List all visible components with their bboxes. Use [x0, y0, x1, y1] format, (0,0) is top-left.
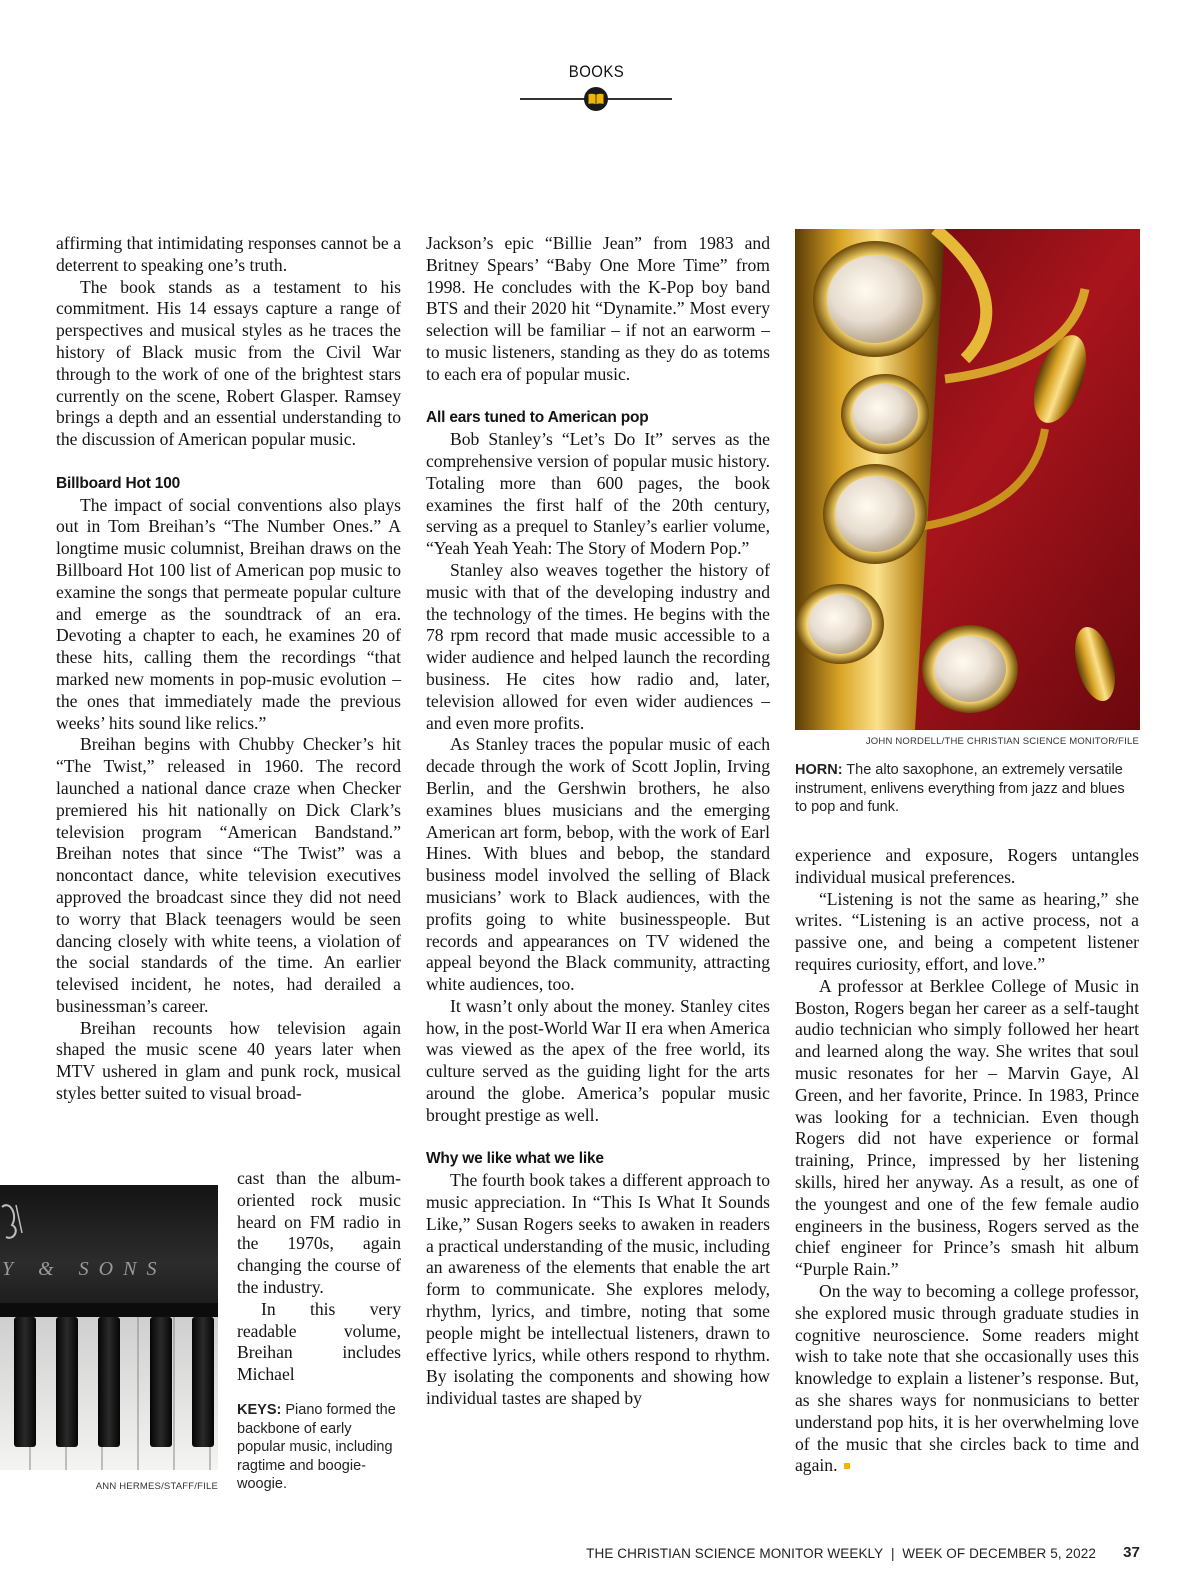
photo-caption: [795, 761, 1139, 817]
page-number: 37: [1123, 1544, 1140, 1561]
saxophone-photo: [795, 229, 1140, 730]
end-mark-icon: [844, 1463, 850, 1469]
paragraph: Stanley also weaves together the history of music with that of the developing industry and the technology of the times. He begins with the 78 rpm record that made music accessible to a wider audience and helped launch the recording business. He cites how radio and, later, television allowed for even wider audiences – and even more profits.: [426, 559, 770, 733]
section-header: [520, 62, 672, 82]
caption-label: HORN:: [795, 762, 843, 778]
photo-credit: ANN HERMES/STAFF/FILE: [95, 1481, 218, 1492]
paragraph: “Listening is not the same as hearing,” she writes. “Listening is an active process, not a passive one, and being a competent listener requires curiosity, effort, and love.”: [795, 888, 1139, 974]
paragraph: It wasn’t only about the money. Stanley cites how, in the post-World War II era when America was viewed as the apex of the free world, its culture served as the guiding light for the arts around the globe. America’s popular music brought prestige as well.: [426, 995, 770, 1125]
paragraph: In this very readable volume, Breihan includes Michael: [237, 1298, 401, 1385]
article-column-right: [795, 845, 1139, 1477]
paragraph: As Stanley traces the popular music of each decade through the work of Scott Joplin, Irving Berlin, and the Gershwin brothers, he also examines blues musicians and the emerging American art form, bebop, with the work of Earl Hines. With blues and bebop, the standard business model involved the selling of Black musicians’ work to Black audiences, with the profits going to white businesspeople. But records and appearances on TV widened the appeal beyond the Black community, attracting white audiences, too.: [426, 734, 770, 995]
paragraph-text: On the way to becoming a college professor, she explored music through graduate studies in cognitive neuroscience. Some readers might wish to take note that she occasionally uses this knowledge to explain a listener’s response. But, as she shares ways for nonmusicians to better understand pop hits, it is her overwhelming love of the music that she circles back to time and again.: [795, 1280, 1139, 1476]
footer-separator: |: [890, 1546, 895, 1561]
article-column-left-wrap: [237, 1168, 401, 1386]
paragraph: Breihan recounts how television again shaped the music scene 40 years later when MTV ushered in glam and punk rock, musical styles better suited to visual broad-: [56, 1017, 401, 1104]
paragraph: cast than the album-oriented rock music heard on FM radio in the 1970s, again changing the course of the industry.: [237, 1168, 401, 1297]
publication-name: THE CHRISTIAN SCIENCE MONITOR WEEKLY: [586, 1546, 884, 1561]
subheading-american-pop: All ears tuned to American pop: [426, 409, 649, 427]
caption-text: Piano formed the backbone of early popular music, including ragtime and boogie-woogie.: [237, 1402, 396, 1492]
paragraph: affirming that intimidating responses cannot be a deterrent to speaking one’s truth.: [56, 233, 401, 275]
paragraph: Jackson’s epic “Billie Jean” from 1983 and Britney Spears’ “Baby One More Time” from 1998. He concludes with the K-Pop boy band BTS and their 2020 hit “Dynamite.” Most every selection will be familiar – if not an earworm – to music listeners, standing as they do as totems to each era of popular music.: [426, 233, 770, 384]
paragraph: A professor at Berklee College of Music in Boston, Rogers began her career as a self-taught audio technician who simply followed her heart and learned along the way. She writes that soul music resonates for her – Marvin Gaye, Al Green, and her favorite, Prince. In 1983, Prince was looking for a technician. Even though Rogers did not have experience or formal training, Prince, impressed by her listening skills, hired her anyway. As a result, as one of the youngest and one of the few female audio engineers in the business, Rogers served as the chief engineer for Prince’s smash hit album “Purple Rain.”: [795, 975, 1139, 1280]
subheading-why-we-like: Why we like what we like: [426, 1150, 604, 1168]
paragraph: [795, 1281, 1139, 1477]
subheading-billboard: Billboard Hot 100: [56, 474, 181, 492]
issue-week: WEEK OF DECEMBER 5, 2022: [902, 1546, 1096, 1561]
paragraph: The impact of social conventions also plays out in Tom Breihan’s “The Number Ones.” A longtime music columnist, Breihan draws on the Billboard Hot 100 list of American pop music to examine the songs that permeate popular culture and emerge as the soundtrack of an era. Devoting a chapter to each, he examines 20 of these hits, calling them the recordings “that marked new moments in pop-music evolution – the ones that immediately made the previous weeks’ hits sound like relics.”: [56, 494, 401, 733]
paragraph: The book stands as a testament to his commitment. His 14 essays capture a range of perspectives and musical styles as he traces the history of Black music from the Civil War through to the work of one of the brightest stars currently on the scene, Robert Glasper. Ramsey brings a depth and an essential understanding to the discussion of American popular music.: [56, 276, 401, 450]
page-footer: [560, 1545, 1140, 1565]
article-column-left: [56, 233, 401, 1105]
paragraph: Bob Stanley’s “Let’s Do It” serves as the comprehensive version of popular music history. Totaling more than 600 pages, the book examines the first half of the 20th century, serving as a prequel to Stanley’s earlier volume, “Yeah Yeah Yeah: The Story of Modern Pop.”: [426, 429, 770, 559]
piano-keys-photo: [0, 1185, 218, 1470]
paragraph: The fourth book takes a different approach to music appreciation. In “This Is What It Sounds Like,” Susan Rogers seeks to awaken in readers a practical understanding of the music, including an awareness of the elements that enable the art form to communicate. She explores melody, rhythm, lyrics, and timbre, noting that some people might be intellectual listeners, drawn to effective lyrics, while others respond to rhythm. By isolating the components and showing how individual tastes are shaped by: [426, 1170, 770, 1409]
paragraph: Breihan begins with Chubby Checker’s hit “The Twist,” released in 1960. The record launched a national dance craze when Checker premiered his hit nationally on Dick Clark’s television program “American Bandstand.” Breihan notes that since “The Twist” was a noncontact dance, white television executives approved the broadcast since they did not need to worry that Black teenagers would be seen dancing closely with white teens, a violation of the social standards of the time. An earlier televised incident, he notes, had derailed a businessman’s career.: [56, 734, 401, 1016]
open-book-icon: [584, 87, 608, 111]
caption-text: The alto saxophone, an extremely versatile instrument, enlivens everything from jazz and blues to pop and funk.: [795, 762, 1125, 815]
photo-caption: [237, 1401, 397, 1494]
piano-brand-text: Y & SONS: [2, 1258, 167, 1280]
photo-credit: JOHN NORDELL/THE CHRISTIAN SCIENCE MONITOR/FILE: [865, 736, 1139, 747]
article-column-middle: [426, 233, 770, 1410]
footer-text: [586, 1546, 1096, 1561]
paragraph: experience and exposure, Rogers untangles individual musical preferences.: [795, 845, 1139, 887]
section-label: BOOKS: [568, 62, 624, 81]
caption-label: KEYS:: [237, 1402, 282, 1418]
